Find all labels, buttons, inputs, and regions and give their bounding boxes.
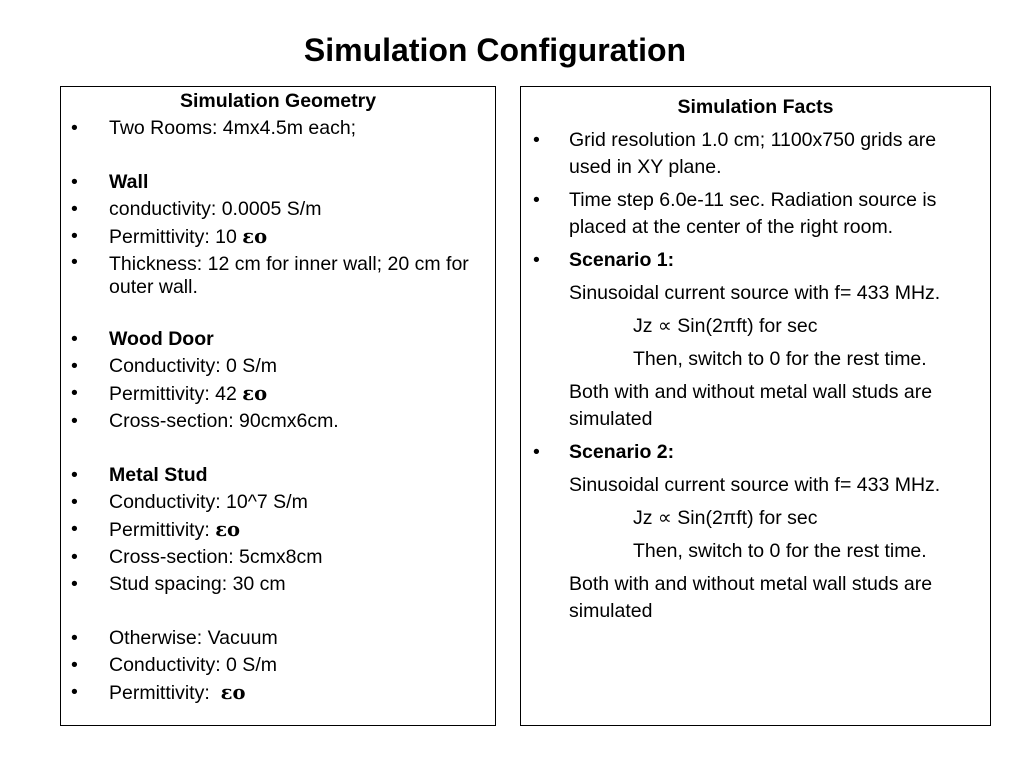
wall-thickness: Thickness: 12 cm for inner wall; 20 cm for outer wall.: [109, 253, 469, 298]
bullet: •: [533, 189, 540, 211]
scenario2-studs: Both with and without metal wall studs are simulated: [569, 573, 933, 622]
bullet: •: [71, 328, 78, 350]
list-item: [61, 679, 495, 707]
list-item: [61, 380, 495, 408]
wall-permittivity: Permittivity: 10 εo: [109, 225, 268, 248]
epsilon-symbol: εo: [242, 382, 268, 405]
list-item: [61, 652, 495, 679]
scenario1-switch: Then, switch to 0 for the rest time.: [633, 348, 927, 370]
scenario2-jz: Jz ∝ Sin(2πft) for sec: [633, 507, 818, 529]
bullet: •: [71, 681, 78, 703]
list-item: [521, 187, 990, 241]
bullet: •: [533, 129, 540, 151]
list-item: [521, 247, 990, 274]
bullet: •: [71, 198, 78, 220]
scenario2-heading: Scenario 2:: [569, 441, 675, 463]
scenario1-jz: Jz ∝ Sin(2πft) for sec: [633, 315, 818, 337]
list-item: [61, 169, 495, 196]
list-item: [61, 408, 495, 435]
bullet: •: [71, 225, 78, 247]
rooms-text: Two Rooms: 4mx4.5m each;: [109, 117, 357, 139]
geometry-heading: Simulation Geometry: [179, 90, 377, 112]
bullet: •: [71, 382, 78, 404]
stud-conductivity: Conductivity: 10^7 S/m: [109, 491, 308, 513]
bullet: •: [71, 117, 78, 139]
stud-heading: Metal Stud: [109, 464, 208, 486]
simulation-facts-box: [520, 86, 991, 726]
door-conductivity: Conductivity: 0 S/m: [109, 355, 277, 377]
bullet: •: [71, 573, 78, 595]
bullet: •: [71, 251, 78, 273]
bullet: •: [71, 464, 78, 486]
epsilon-symbol: εo: [242, 225, 268, 248]
list-item: [61, 196, 495, 223]
bullet: •: [533, 441, 540, 463]
bullet: •: [71, 654, 78, 676]
door-permittivity: Permittivity: 42 εo: [109, 382, 268, 405]
bullet: •: [533, 249, 540, 271]
list-item: [61, 489, 495, 516]
stud-permittivity: Permittivity: εo: [109, 518, 241, 541]
scenario1-studs: Both with and without metal wall studs are simulated: [569, 381, 933, 430]
bullet: •: [71, 410, 78, 432]
otherwise-permittivity: Permittivity: εo: [109, 681, 246, 704]
list-item: [61, 462, 495, 489]
facts-heading: Simulation Facts: [677, 96, 834, 118]
scenario2-switch: Then, switch to 0 for the rest time.: [633, 540, 927, 562]
bullet: •: [71, 546, 78, 568]
bullet: •: [71, 627, 78, 649]
list-item: [521, 127, 990, 181]
time-step: Time step 6.0e-11 sec. Radiation source is placed at the center of the right room.: [569, 189, 937, 238]
scenario1-heading: Scenario 1:: [569, 249, 675, 271]
list-item: [61, 251, 495, 299]
bullet: •: [71, 491, 78, 513]
otherwise-conductivity: Conductivity: 0 S/m: [109, 654, 277, 676]
list-item: [61, 516, 495, 544]
bullet: •: [71, 518, 78, 540]
scenario1-source: Sinusoidal current source with f= 433 MHz.: [569, 282, 941, 304]
slide-title: Simulation Configuration: [303, 32, 687, 68]
bullet: •: [71, 171, 78, 193]
wall-conductivity: conductivity: 0.0005 S/m: [109, 198, 322, 220]
list-item: [61, 353, 495, 380]
wall-heading: Wall: [109, 171, 149, 193]
list-item: [61, 571, 495, 598]
list-item: [521, 439, 990, 466]
stud-spacing: Stud spacing: 30 cm: [109, 573, 286, 595]
door-cross-section: Cross-section: 90cmx6cm.: [109, 410, 339, 432]
door-heading: Wood Door: [109, 328, 214, 350]
grid-resolution: Grid resolution 1.0 cm; 1100x750 grids are used in XY plane.: [569, 129, 937, 178]
list-item: [61, 544, 495, 571]
epsilon-symbol: εo: [220, 681, 246, 704]
stud-cross-section: Cross-section: 5cmx8cm: [109, 546, 323, 568]
simulation-geometry-box: [60, 86, 496, 726]
otherwise-medium: Otherwise: Vacuum: [109, 627, 278, 649]
epsilon-symbol: εo: [215, 518, 241, 541]
bullet: •: [71, 355, 78, 377]
list-item: [61, 625, 495, 652]
scenario2-source: Sinusoidal current source with f= 433 MHz.: [569, 474, 941, 496]
list-item: [61, 115, 495, 142]
list-item: [61, 223, 495, 251]
list-item: [61, 326, 495, 353]
